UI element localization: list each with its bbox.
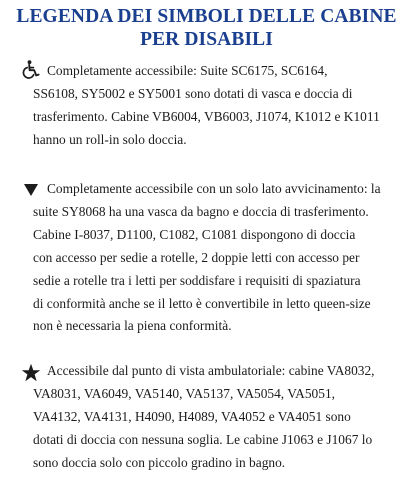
legend-line: Cabine I-8037, D1100, C1082, C1081 dispongono di doccia — [33, 226, 356, 242]
page-title — [0, 5, 413, 51]
legend-line: dotati di doccia con nessuna soglia. Le cabine J1063 e J1067 lo — [33, 431, 373, 447]
legend-line: VA4132, VA4131, H4090, H4089, VA4052 e VA4051 sono — [33, 408, 351, 424]
legend-entry-text — [33, 360, 401, 475]
legend-line: di conformità anche se il letto è convertibile in letto queen-size — [33, 295, 371, 311]
legend-line: con accesso per sedie a rotelle, 2 doppie letti con accesso per — [33, 249, 360, 265]
legend-line: VA8031, VA6049, VA5140, VA5137, VA5054, VA5051, — [33, 385, 335, 401]
legend-line: trasferimento. Cabine VB6004, VB6003, J1074, K1012 e K1011 — [33, 108, 380, 124]
legend-line: sedie a rotelle tra i letti per soddisfare i requisiti di spaziatura — [33, 272, 361, 288]
legend-line: Accessibile dal punto di vista ambulatoriale: cabine VA8032, — [47, 363, 375, 378]
legend-line: Completamente accessibile: Suite SC6175, SC6164, — [47, 63, 328, 78]
legend-line: hanno un roll-in solo doccia. — [33, 131, 187, 147]
legend-line: suite SY8068 ha una vasca da bagno e doccia di trasferimento. — [33, 203, 369, 219]
legend-line: sono doccia solo con piccolo gradino in bagno. — [33, 454, 286, 470]
wheelchair-icon — [21, 60, 41, 80]
star-icon — [21, 363, 41, 383]
legend-entry-text — [33, 178, 401, 338]
legend-line: non è necessaria la piena conformità. — [33, 318, 232, 334]
legend-entry-text — [33, 60, 401, 152]
page-title-line-2: PER DISABILI — [140, 29, 273, 50]
legend-line: SS6108, SY5002 e SY5001 sono dotati di vasca e doccia di — [33, 85, 353, 101]
page-title-line-1: LEGENDA DEI SIMBOLI DELLE CABINE — [16, 6, 397, 27]
legend-line: Completamente accessibile con un solo lato avvicinamento: la — [47, 181, 381, 196]
triangle-down-icon — [21, 180, 41, 200]
